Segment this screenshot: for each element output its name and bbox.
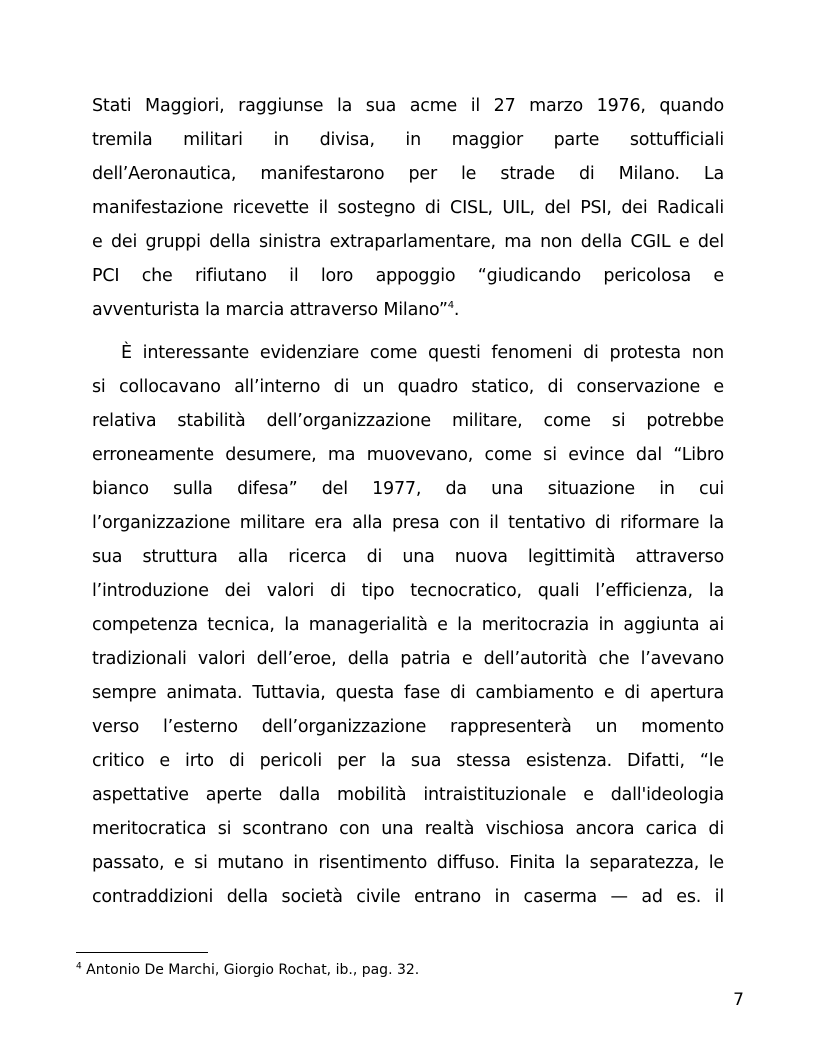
paragraph-line: aspettative aperte dalla mobilità intraistituzionale e dall'ideologia xyxy=(92,785,724,805)
footnote-separator xyxy=(76,952,208,953)
paragraph-line: l’organizzazione militare era alla presa con il tentativo di riformare la xyxy=(92,513,724,533)
footnote-reference[interactable]: 4 xyxy=(447,300,454,312)
footnote xyxy=(76,960,419,980)
paragraph-line: PCI che rifiutano il loro appoggio “giudicando pericolosa e xyxy=(92,266,724,286)
paragraph-line: competenza tecnica, la managerialità e la meritocrazia in aggiunta ai xyxy=(92,615,724,635)
footnote-text: Antonio De Marchi, Giorgio Rochat, ib., pag. 32. xyxy=(81,962,420,978)
paragraph-line: tremila militari in divisa, in maggior parte sottufficiali xyxy=(92,130,724,150)
paragraph-line: passato, e si mutano in risentimento diffuso. Finita la separatezza, le xyxy=(92,853,724,873)
paragraph-line: sempre animata. Tuttavia, questa fase di cambiamento e di apertura xyxy=(92,683,724,703)
paragraph-line: l’introduzione dei valori di tipo tecnocratico, quali l’efficienza, la xyxy=(92,581,724,601)
paragraph-line: tradizionali valori dell’eroe, della patria e dell’autorità che l’avevano xyxy=(92,649,724,669)
paragraph-line: dell’Aeronautica, manifestarono per le strade di Milano. La xyxy=(92,164,724,184)
paragraph-line: e dei gruppi della sinistra extraparlamentare, ma non della CGIL e del xyxy=(92,232,724,252)
paragraph-line: manifestazione ricevette il sostegno di CISL, UIL, del PSI, dei Radicali xyxy=(92,198,724,218)
paragraph-line: bianco sulla difesa” del 1977, da una situazione in cui xyxy=(92,479,724,499)
paragraph-line: si collocavano all’interno di un quadro statico, di conservazione e xyxy=(92,377,724,397)
paragraph-line: sua struttura alla ricerca di una nuova legittimità attraverso xyxy=(92,547,724,567)
paragraph-line: relativa stabilità dell’organizzazione militare, come si potrebbe xyxy=(92,411,724,431)
paragraph-line xyxy=(92,293,724,327)
paragraph-line: verso l’esterno dell’organizzazione rappresenterà un momento xyxy=(92,717,724,737)
paragraph-line: critico e irto di pericoli per la sua stessa esistenza. Difatti, “le xyxy=(92,751,724,771)
paragraph-line: È interessante evidenziare come questi fenomeni di protesta non xyxy=(121,343,724,363)
paragraph-line: contraddizioni della società civile entrano in caserma — ad es. il xyxy=(92,887,724,907)
paragraph-line: Stati Maggiori, raggiunse la sua acme il 27 marzo 1976, quando xyxy=(92,96,724,116)
page-number: 7 xyxy=(733,990,744,1010)
paragraph-line-text: avventurista la marcia attraverso Milano” xyxy=(92,300,448,320)
paragraph-line: erroneamente desumere, ma muovevano, come si evince dal “Libro xyxy=(92,445,724,465)
paragraph-line: meritocratica si scontrano con una realtà vischiosa ancora carica di xyxy=(92,819,724,839)
footnote-marker: 4 xyxy=(76,961,82,972)
end-punctuation: . xyxy=(453,300,460,320)
